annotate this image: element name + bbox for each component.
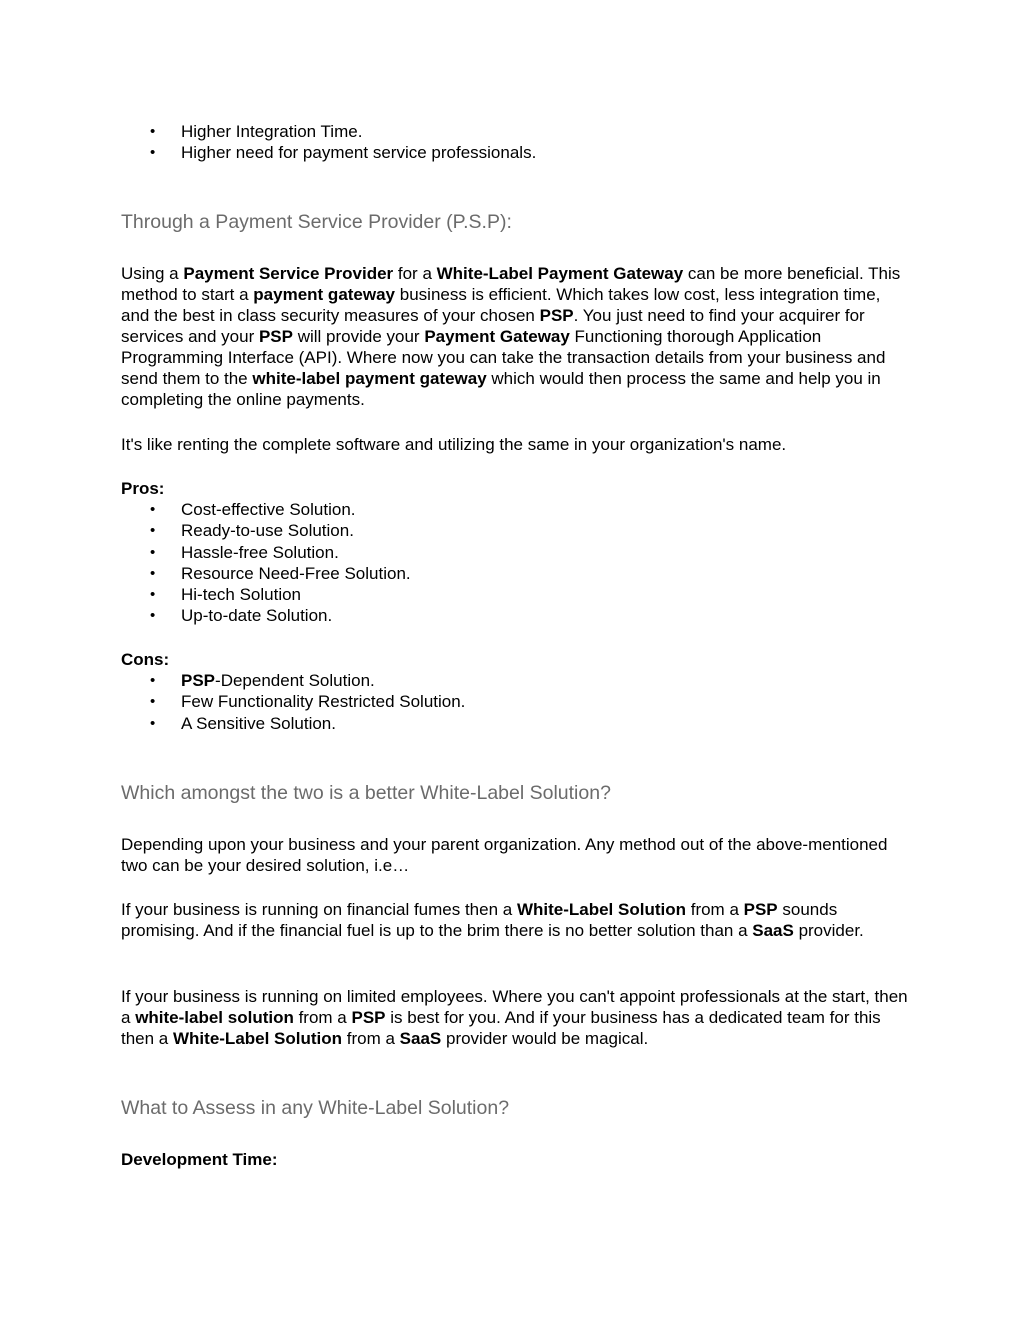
pros-list	[121, 499, 911, 627]
list-item: • Hassle-free Solution.	[121, 542, 911, 563]
list-item: • Higher Integration Time.	[121, 121, 911, 142]
list-item: • PSP-Dependent Solution.	[121, 670, 911, 691]
list-item: • Cost-effective Solution.	[121, 499, 911, 520]
list-item: • Resource Need-Free Solution.	[121, 563, 911, 584]
section-heading-psp: Through a Payment Service Provider (P.S.P):	[121, 211, 512, 233]
section-heading-better: Which amongst the two is a better White-Label Solution?	[121, 782, 611, 804]
pros-label: Pros:	[121, 479, 165, 498]
employees-paragraph: If your business is running on limited employees. Where you can't appoint professionals at the start, then a white-label solution from a PSP is best for you. And if your business has a dedicated team for this then a White-Label Solution from a SaaS provider would be magical.	[121, 987, 908, 1048]
top-bullet-list	[121, 121, 911, 164]
section-heading-assess: What to Assess in any White-Label Solution?	[121, 1097, 510, 1119]
psp-paragraph: Using a Payment Service Provider for a White-Label Payment Gateway can be more beneficial. This method to start a payment gateway business is efficient. Which takes low cost, less integration time, and the best in class security measures of your chosen PSP. You just need to find your acquirer for services and your PSP will provide your Payment Gateway Functioning thorough Application Programming Interface (API). Where now you can take the transaction details from your business and send them to the white-label payment gateway which would then process the same and help you in completing the online payments.	[121, 264, 901, 409]
development-time-label: Development Time:	[121, 1150, 278, 1169]
cons-label: Cons:	[121, 650, 170, 669]
list-item: • Few Functionality Restricted Solution.	[121, 691, 911, 712]
cons-list	[121, 670, 911, 734]
list-item: • A Sensitive Solution.	[121, 713, 911, 734]
list-item: • Ready-to-use Solution.	[121, 520, 911, 541]
list-item: • Higher need for payment service professionals.	[121, 142, 911, 163]
fumes-paragraph: If your business is running on financial fumes then a White-Label Solution from a PSP sounds promising. And if the financial fuel is up to the brim there is no better solution than a SaaS provider.	[121, 900, 864, 940]
list-item: • Hi-tech Solution	[121, 584, 911, 605]
renting-paragraph: It's like renting the complete software and utilizing the same in your organization's name.	[121, 435, 787, 454]
depending-paragraph: Depending upon your business and your parent organization. Any method out of the above-mentioned two can be your desired solution, i.e…	[121, 835, 888, 875]
list-item: • Up-to-date Solution.	[121, 605, 911, 626]
